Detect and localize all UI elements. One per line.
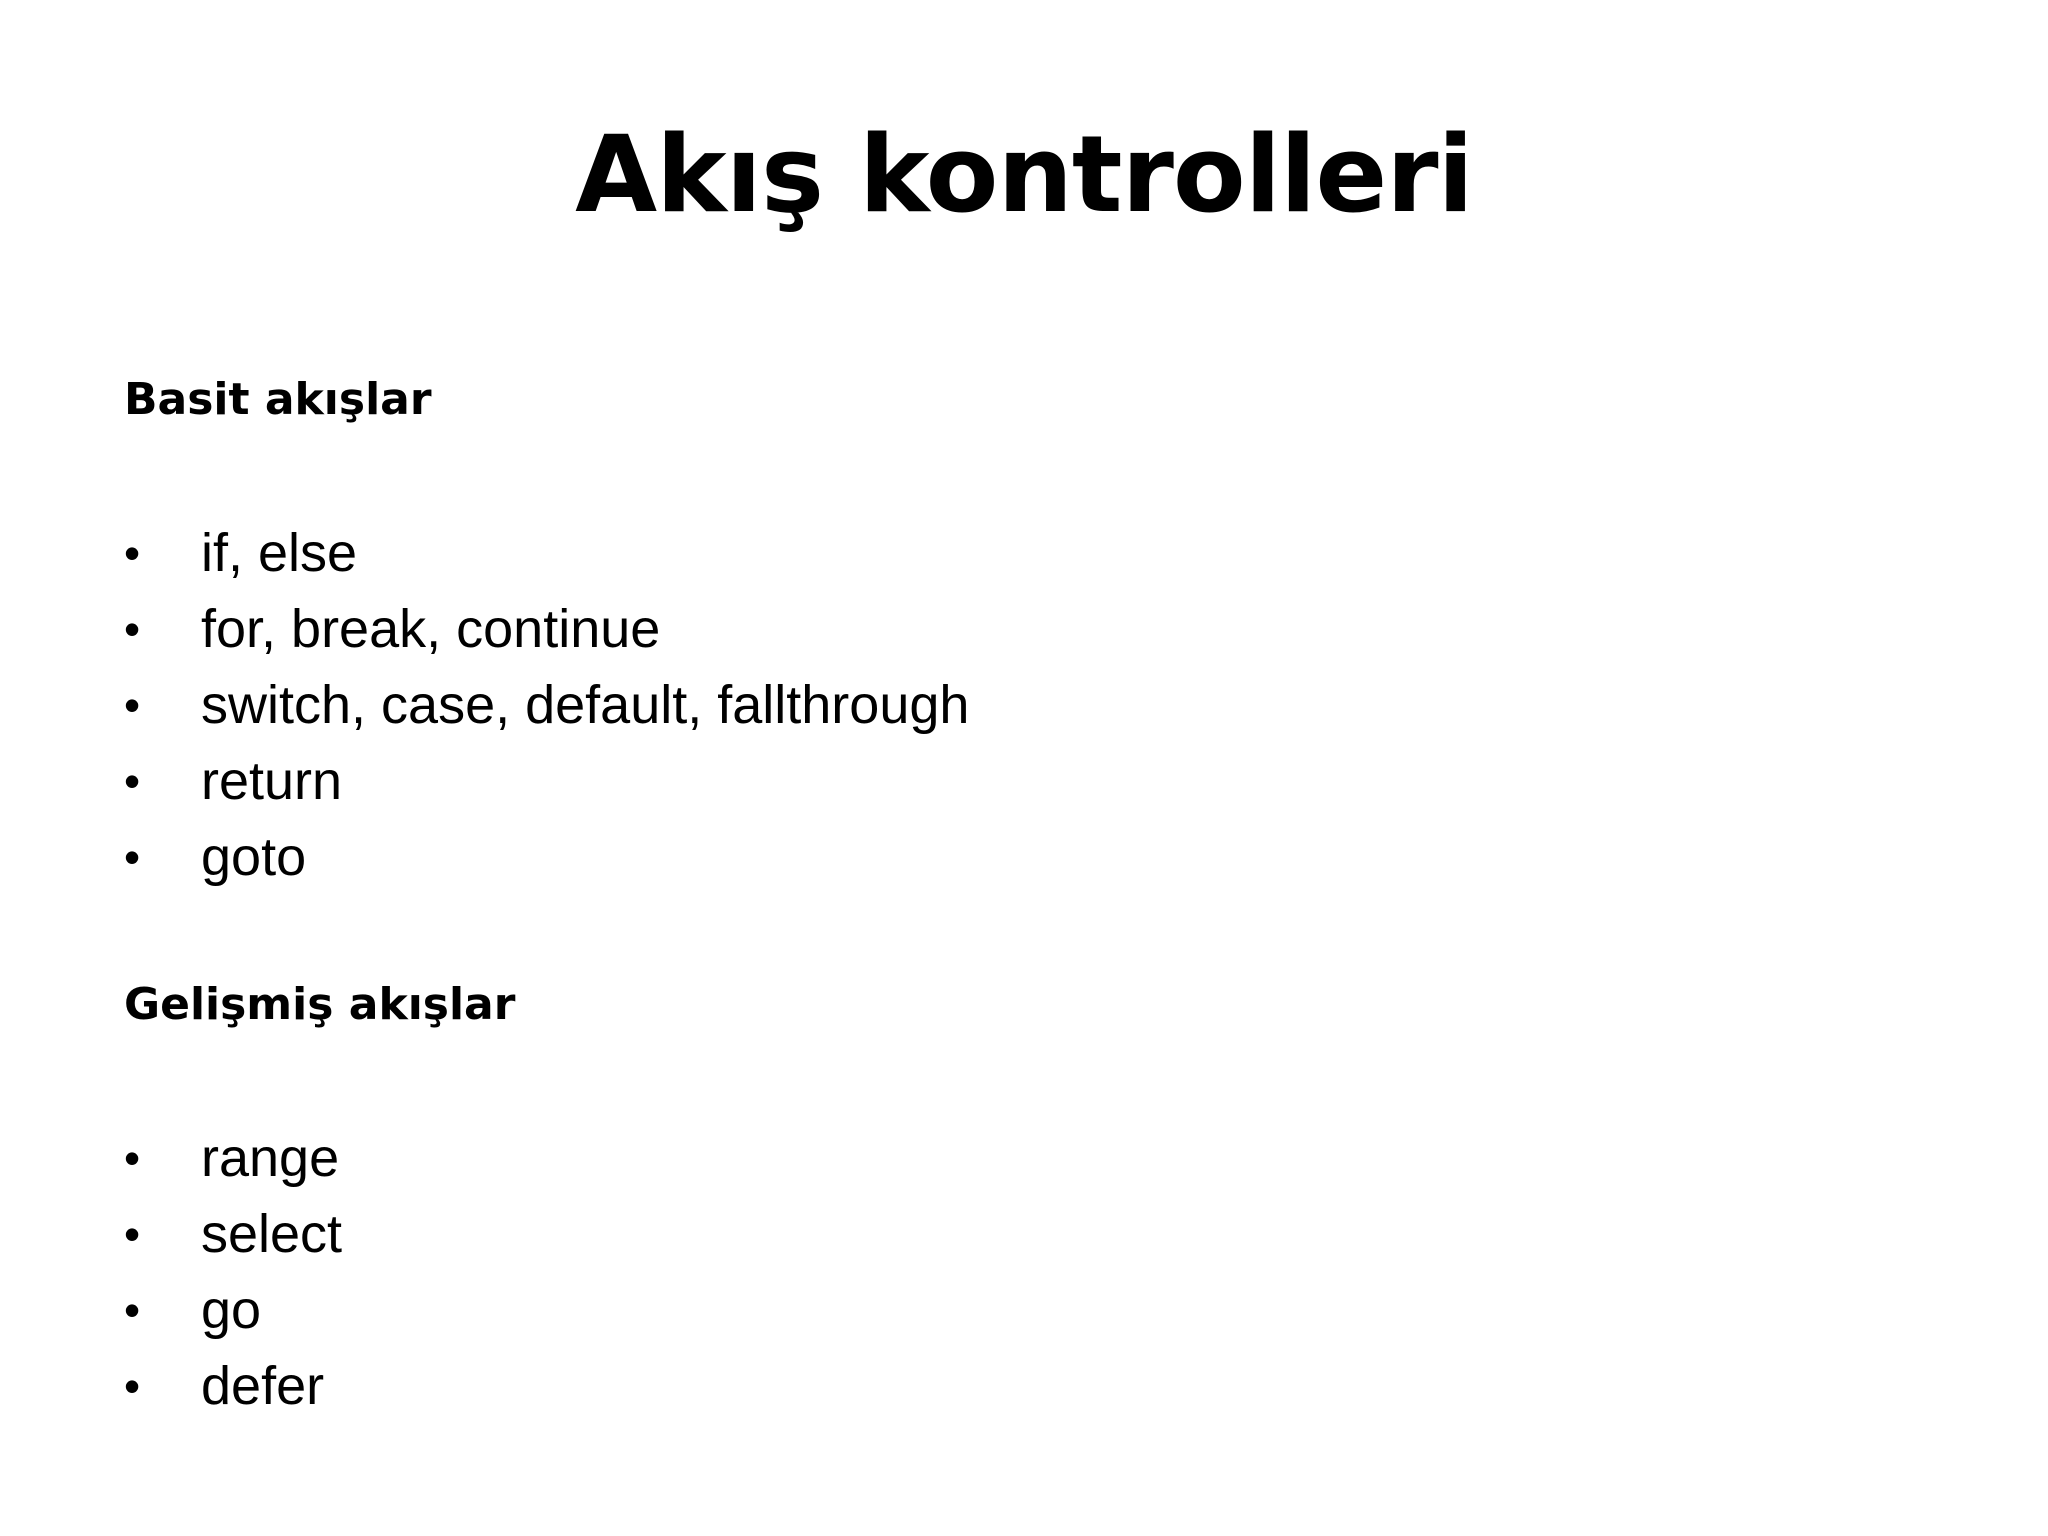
bullet-icon: • — [124, 831, 141, 883]
bullet-icon: • — [124, 527, 141, 579]
bullet-icon: • — [124, 603, 141, 655]
bullet-icon: • — [124, 1284, 141, 1336]
list-item-text: defer — [201, 1356, 325, 1416]
bullet-icon: • — [124, 755, 141, 807]
bullet-icon: • — [124, 679, 141, 731]
bullet-icon: • — [124, 1360, 141, 1412]
list-item-text: return — [201, 751, 343, 811]
list-item-text: select — [201, 1204, 343, 1264]
list-item-text: go — [201, 1280, 262, 1340]
bullet-icon: • — [124, 1132, 141, 1184]
list-item-text: for, break, continue — [201, 599, 661, 659]
bullet-icon: • — [124, 1208, 141, 1260]
slide-title: Akış kontrolleri — [575, 113, 1473, 236]
section-heading-basit: Basit akışlar — [124, 374, 432, 425]
list-item-text: goto — [201, 827, 307, 887]
section-heading-gelismis: Gelişmiş akışlar — [124, 979, 516, 1030]
list-item-text: range — [201, 1128, 340, 1188]
list-item-text: if, else — [201, 523, 358, 583]
list-item-text: switch, case, default, fallthrough — [201, 675, 970, 735]
